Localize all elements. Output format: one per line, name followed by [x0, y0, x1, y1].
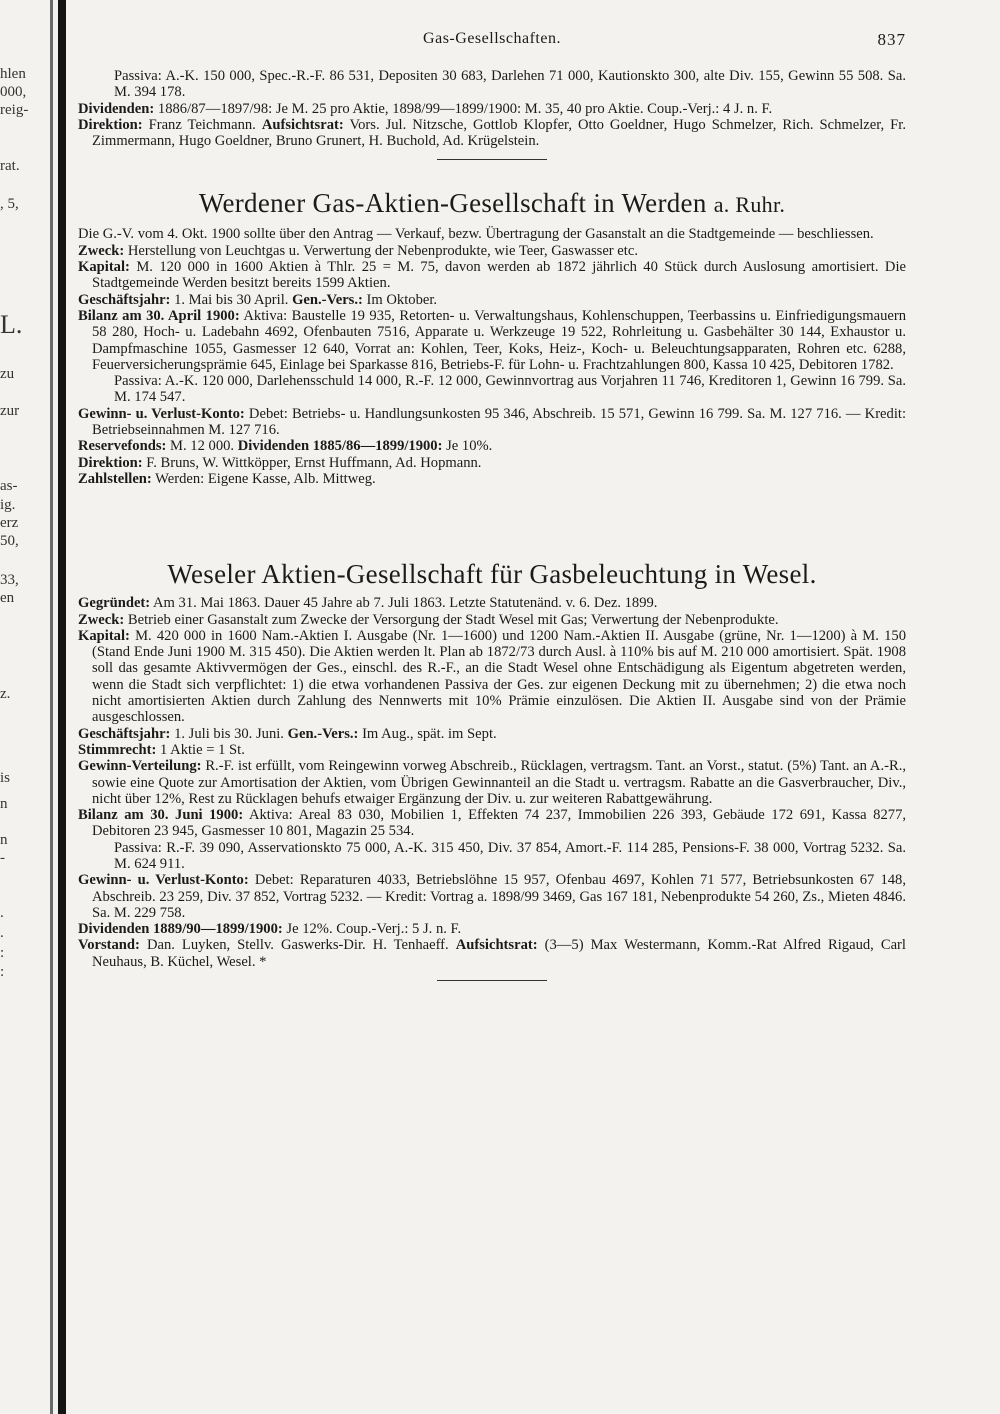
company-title-main: Werdener Gas-Aktien-Gesellschaft in Werden — [198, 188, 707, 219]
entry-text: Franz Teichmann. — [148, 116, 256, 133]
page-number: 837 — [877, 30, 906, 49]
entry-label: Kapital: — [78, 259, 130, 276]
werden-company-entry — [78, 188, 906, 487]
profit-loss-paragraph — [78, 872, 906, 921]
entry-text: Debet: Betriebs- u. Handlungsunkosten 95 346, Abschreib. 15 571, Gewinn 16 799. Sa. M. 127 716. — Kredit: Betriebseinnahmen M. 127 716. — [92, 405, 906, 439]
bleed-fragment: erz — [0, 515, 19, 531]
balance-paragraph — [78, 308, 906, 373]
bleed-fragment: . — [0, 925, 4, 941]
bleed-fragment: as- — [0, 478, 18, 494]
entry-label: Direktion: — [78, 454, 143, 471]
entry-label: Direktion: — [78, 116, 143, 133]
bleed-fragment: reig- — [0, 102, 29, 118]
bleed-fragment: zu — [0, 366, 15, 382]
entry-label: Geschäftsjahr: — [78, 291, 171, 308]
entry-label: Dividenden 1885/86—1899/1900: — [237, 438, 443, 455]
entry-label: Bilanz am 30. Juni 1900: — [78, 807, 244, 824]
board-paragraph — [78, 937, 906, 970]
entry-text: Am 31. Mai 1863. Dauer 45 Jahre ab 7. Juli 1863. Letzte Statutenänd. v. 6. Dez. 1899. — [153, 595, 658, 612]
founded-paragraph — [78, 595, 906, 611]
entry-text: Je 10%. — [446, 438, 493, 455]
entry-text: Aktiva: Baustelle 19 935, Retorten- u. Verwaltungshaus, Kohlenschuppen, Teerbassins u. Einfriedigungsmauern 58 280, Hoch- u. Ladebahn 4692, Ofenbauten 7516, Apparate u. Werkzeuge 19 522, Rohrleitung u. Gasbehälter 30 144, Exhaustor u. Dampfmaschine 1055, Gasmesser 12 640, Vorrat an: Kohlen, Teer, Koks, Heiz-, Koch- u. Beleuchtungsapparaten, Rohren etc. 6288, Feuerversicherungsprämie 645, Einlage bei Sparkasse 816, Betriebs-F. für Lohn- u. Frachtzahlungen 800, Kassa 10 425, Debitoren 1782. — [92, 307, 907, 373]
entry-label: Kapital: — [78, 627, 130, 644]
entry-label: Gewinn- u. Verlust-Konto: — [78, 405, 245, 422]
company-title — [78, 188, 906, 220]
page-header — [78, 30, 906, 52]
bleed-fragment: , 5, — [0, 196, 19, 212]
bleed-fragment: : — [0, 964, 5, 980]
company-title: Weseler Aktien-Gesellschaft für Gasbeleuchtung in Wesel. — [167, 559, 817, 590]
entry-label: Aufsichtsrat: — [455, 937, 538, 954]
entry-text: Je 12%. Coup.-Verj.: 5 J. n. F. — [286, 921, 462, 938]
section-spacer — [78, 487, 906, 531]
passiva-paragraph: Passiva: R.-F. 39 090, Asservationskto 75 000, A.-K. 315 450, Div. 37 854, Amort.-F. 114 285, Pensions-F. 38 000, Vortrag 5232. Sa. M. 624 911. — [114, 839, 906, 872]
management-paragraph — [78, 117, 906, 150]
entry-text: 1. Juli bis 30. Juni. — [174, 725, 284, 742]
entry-text: Betrieb einer Gasanstalt zum Zwecke der Versorgung der Stadt Wesel mit Gas; Verwertung der Nebenprodukte. — [127, 611, 779, 628]
passiva-paragraph: Passiva: A.-K. 120 000, Darlehensschuld 14 000, R.-F. 12 000, Gewinnvortrag aus Vorjahren 11 746, Kreditoren 1, Gewinn 16 799. Sa. M. 174 547. — [114, 373, 906, 406]
bleed-fragment: 50, — [0, 533, 19, 549]
intro-paragraph: Die G.-V. vom 4. Okt. 1900 sollte über den Antrag — Verkauf, bezw. Übertragung der Gasanstalt an die Stadtgemeinde — beschliessen. — [78, 226, 874, 243]
previous-page-bleed — [0, 0, 40, 1414]
entry-label: Gewinn- u. Verlust-Konto: — [78, 872, 249, 889]
entry-label: Vorstand: — [78, 937, 140, 954]
company-title-suffix: a. Ruhr. — [713, 192, 786, 218]
entry-label: Gen.-Vers.: — [287, 725, 359, 742]
section-divider — [437, 159, 547, 160]
entry-label: Bilanz am 30. April 1900: — [78, 307, 240, 324]
entry-label: Gegründet: — [78, 595, 151, 612]
bleed-fragment: n — [0, 796, 8, 812]
entry-label: Dividenden 1889/90—1899/1900: — [78, 921, 283, 938]
entry-label: Zweck: — [78, 242, 125, 259]
running-head: Gas-Gesellschaften. — [423, 30, 561, 47]
spine-shadow — [50, 0, 53, 1414]
entry-text: (3—5) Max Westermann, Komm.-Rat Alfred Rigaud, Carl Neuhaus, B. Küchel, Wesel. * — [92, 937, 906, 970]
entry-text: Dan. Luyken, Stellv. Gaswerks-Dir. H. Tenhaeff. — [146, 937, 449, 954]
bleed-fragment: 000, — [0, 84, 27, 100]
entry-text: Vors. Jul. Nitzsche, Gottlob Klopfer, Otto Goeldner, Hugo Schmelzer, Rich. Schmelzer, Fr. Zimmermann, Hugo Goeldner, Bruno Grunert, H. Buchold, Ad. Krügelstein. — [92, 116, 906, 150]
entry-label: Zahlstellen: — [78, 470, 152, 487]
fiscal-year-paragraph — [78, 292, 906, 308]
entry-text: F. Bruns, W. Wittköpper, Ernst Huffmann, Ad. Hopmann. — [146, 454, 482, 471]
entry-text: 1. Mai bis 30 April. — [174, 291, 289, 308]
bleed-fragment: z. — [0, 686, 11, 702]
reserve-paragraph — [78, 438, 906, 454]
bleed-fragment: n — [0, 832, 8, 848]
bleed-fragment: hlen — [0, 66, 26, 82]
entry-text: M. 420 000 in 1600 Nam.-Aktien I. Ausgabe (Nr. 1—1600) und 1200 Nam.-Aktien II. Ausgabe (grüne, Nr. 1—1200) à M. 150 (Stand Ende Juni 1900 M. 315 450). Die Aktien werden lt. Plan ab 1872/73 durch Ausl. à 110% bis auf M. 210 000 amortisiert. Spät. 1908 soll das gesamte Aktivvermögen der Ges., einschl. des R.-F., an die Stadt Wesel ohne Entschädigung als Eigentum abgetreten werden, wenn die Stadt sich verpflichtet: 1) die etwa vorhandenen Passiva der Ges. zur eigenen Deckung mit zu übernehmen; 2) die etwa noch nicht amortisierten Aktien durch Zahlung des Nennwerts mit 10% Prämie einzulösen. Die Aktien II. Ausgabe sind von der Prämie ausgeschlossen. — [92, 627, 906, 726]
entry-text: M. 120 000 in 1600 Aktien à Thlr. 25 = M. 75, davon werden ab 1872 jährlich 40 Stück durch Auslosung amortisiert. Die Stadtgemeinde Werden besitzt bereits 1599 Aktien. — [92, 259, 906, 292]
bleed-fragment: - — [0, 850, 5, 866]
dividends-paragraph — [78, 921, 906, 937]
purpose-paragraph — [78, 243, 906, 259]
entry-text: R.-F. ist erfüllt, vom Reingewinn vorweg Abschreib., Rücklagen, vertragsm. Tant. an Vorst., statut. (5%) Tant. an A.-R., sowie eine Quote zur Amortisation der Aktien, vom Übrigen Gewinnanteil an die Stadt u. vertragsm. Rabatte an die Gasverbraucher, Div., nicht über 12%, Rest zu Rücklagen behufs etwaiger Ergänzung der Div. u. zur weiteren Rabattgewährung. — [92, 758, 906, 807]
entry-text: M. 12 000. — [170, 438, 235, 455]
bleed-fragment: : — [0, 945, 5, 961]
entry-label: Dividenden: — [78, 100, 155, 117]
wesel-company-entry — [78, 559, 906, 981]
voting-paragraph — [78, 742, 906, 758]
profit-distribution-paragraph — [78, 758, 906, 807]
bleed-fragment: rat. — [0, 158, 20, 174]
entry-label: Stimmrecht: — [78, 741, 157, 758]
bleed-fragment: en — [0, 590, 15, 606]
page-body — [78, 68, 906, 981]
entry-label: Zweck: — [78, 611, 125, 628]
entry-text: 1 Aktie = 1 St. — [160, 741, 245, 758]
entry-text: Herstellung von Leuchtgas u. Verwertung der Nebenprodukte, wie Teer, Gaswasser etc. — [127, 242, 638, 259]
profit-loss-paragraph — [78, 406, 906, 439]
dividends-paragraph — [78, 101, 906, 117]
entry-label: Aufsichtsrat: — [261, 116, 344, 133]
bleed-fragment: L. — [0, 310, 23, 339]
entry-text: 1886/87—1897/98: Je M. 25 pro Aktie, 1898/99—1899/1900: M. 35, 40 pro Aktie. Coup.-Verj.: 4 J. n. F. — [157, 100, 773, 117]
entry-text: Debet: Reparaturen 4033, Betriebslöhne 15 957, Ofenbau 4697, Kohlen 71 577, Betriebsunkosten 67 148, Abschreib. 23 259, Div. 37 852, Vortrag 5232. — Kredit: Vortrag a. 1898/99 3469, Gas 167 181, Nebenprodukte 54 260, Zs., Mieten 4846. Sa. M. 229 758. — [92, 872, 906, 921]
entry-label: Geschäftsjahr: — [78, 725, 171, 742]
entry-label: Gen.-Vers.: — [292, 291, 363, 308]
section-divider — [437, 980, 547, 981]
entry-text: Im Oktober. — [366, 291, 438, 308]
bleed-fragment: . — [0, 905, 4, 921]
paying-agents-paragraph — [78, 471, 906, 487]
bleed-fragment: zur — [0, 403, 20, 419]
bleed-fragment: is — [0, 770, 11, 786]
bleed-fragment: ig. — [0, 497, 16, 513]
purpose-paragraph — [78, 612, 906, 628]
fiscal-year-paragraph — [78, 726, 906, 742]
book-spine — [58, 0, 66, 1414]
entry-text: Werden: Eigene Kasse, Alb. Mittweg. — [155, 470, 376, 487]
previous-company-continued — [78, 68, 906, 160]
entry-label: Gewinn-Verteilung: — [78, 758, 202, 775]
entry-text: Im Aug., spät. im Sept. — [362, 725, 497, 742]
entry-label: Reservefonds: — [78, 438, 167, 455]
capital-paragraph — [78, 259, 906, 292]
bleed-fragment: 33, — [0, 572, 19, 588]
capital-paragraph — [78, 628, 906, 726]
balance-paragraph — [78, 807, 906, 840]
passiva-paragraph: Passiva: A.-K. 150 000, Spec.-R.-F. 86 531, Depositen 30 683, Darlehen 71 000, Kautionskto 300, alte Div. 155, Gewinn 55 508. Sa. M. 394 178. — [114, 68, 906, 101]
management-paragraph — [78, 455, 906, 471]
entry-text: Aktiva: Areal 83 030, Mobilien 1, Effekten 74 237, Immobilien 226 393, Gebäude 172 691, Kassa 8277, Debitoren 23 945, Gasmesser 10 801, Magazin 25 534. — [92, 807, 907, 840]
